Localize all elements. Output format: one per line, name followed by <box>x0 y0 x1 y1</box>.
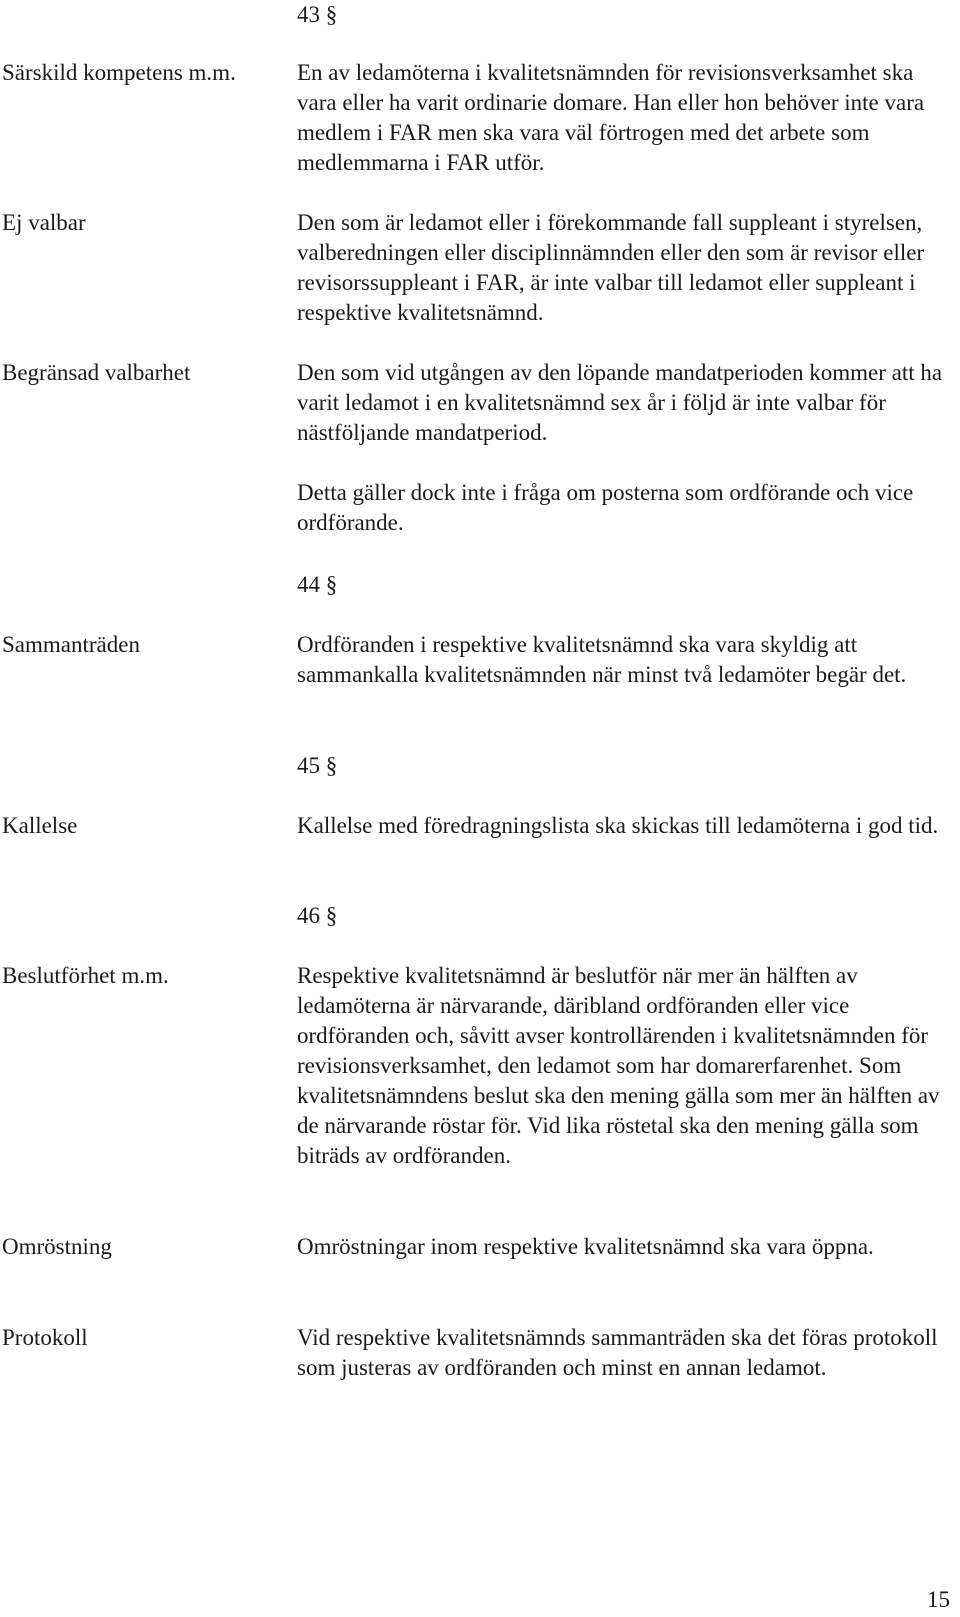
margin-label-omrostning: Omröstning <box>2 1234 112 1259</box>
paragraph-kallelse: Kallelse med föredragningslista ska skickas till ledamöterna i god tid. <box>297 813 939 838</box>
paragraph-beslutforhet: Respektive kvalitetsnämnd är beslutför när mer än hälften av ledamöterna är närvarande, däribland ordföranden eller vice ordföranden och, såvitt avser kontrollärenden i kvalitetsnämnden för revisionsverksamhet, den ledamot som har domarerfarenhet. Som kvalitetsnämndens beslut ska den mening gälla som mer än hälften av de närvarande röstar för. Vid lika röstetal ska den mening gälla som biträds av ordföranden. <box>297 963 940 1168</box>
paragraph-ej-valbar: Den som är ledamot eller i förekommande fall suppleant i styrelsen, valberedningen eller disciplinnämnden eller den som är revisor eller revisorssuppleant i FAR, är inte valbar till ledamot eller suppleant i respektive kvalitetsnämnd. <box>297 210 925 325</box>
section-heading: 45 § <box>297 753 338 778</box>
page-number: 15 <box>927 1587 950 1612</box>
paragraph-detta-galler: Detta gäller dock inte i fråga om posterna som ordförande och vice ordförande. <box>297 480 914 535</box>
paragraph-sarskild-kompetens: En av ledamöterna i kvalitetsnämnden för revisionsverksamhet ska vara eller ha varit ordinarie domare. Han eller hon behöver inte vara medlem i FAR men ska vara väl förtrogen med det arbete som medlemmarna i FAR utför. <box>297 60 925 175</box>
paragraph-sammantraden: Ordföranden i respektive kvalitetsnämnd ska vara skyldig att sammankalla kvalitetsnämnden när minst två ledamöter begär det. <box>297 632 907 687</box>
margin-label-sammantraden: Sammanträden <box>2 632 140 657</box>
margin-label-beslutforhet: Beslutförhet m.m. <box>2 963 169 988</box>
margin-label-protokoll: Protokoll <box>2 1325 88 1350</box>
paragraph-omrostning: Omröstningar inom respektive kvalitetsnämnd ska vara öppna. <box>297 1234 874 1259</box>
margin-label-begransad-valbarhet: Begränsad valbarhet <box>2 360 191 385</box>
section-heading: 46 § <box>297 903 338 928</box>
section-heading: 44 § <box>297 572 338 597</box>
paragraph-protokoll: Vid respektive kvalitetsnämnds sammanträden ska det föras protokoll som justeras av ordföranden och minst en annan ledamot. <box>297 1325 938 1380</box>
section-heading: 43 § <box>297 2 338 27</box>
margin-label-sarskild-kompetens: Särskild kompetens m.m. <box>2 60 236 85</box>
margin-label-ej-valbar: Ej valbar <box>2 210 86 235</box>
margin-label-kallelse: Kallelse <box>2 813 78 838</box>
paragraph-begransad-valbarhet: Den som vid utgången av den löpande mandatperioden kommer att ha varit ledamot i en kvalitetsnämnd sex år i följd är inte valbar för nästföljande mandatperiod. <box>297 360 943 445</box>
